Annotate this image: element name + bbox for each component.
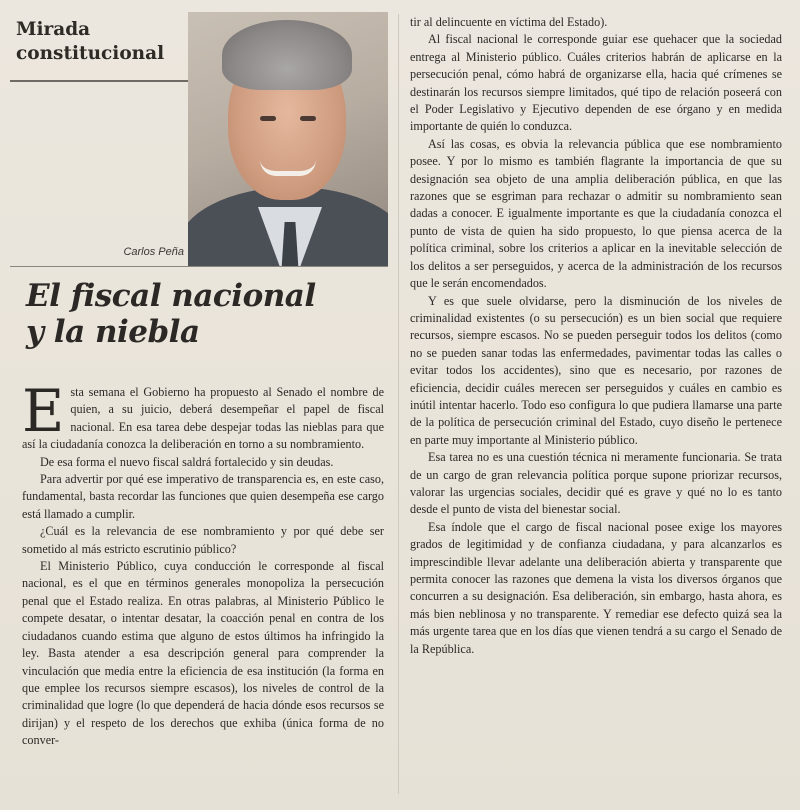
paragraph: Esa índole que el cargo de fiscal nacional posee exige los mayores grados de legitimidad y de confianza ciudadana, y para alcanzarlos es imprescindible llevar adelante una deliberación abierta y transparente que permita conocer las razones que demena la vista los diversos órganos que concurren a su designación. Esa deliberación, sin embargo, hasta ahora, es más bien neblinosa y no transparente. Y remediar ese defecto quizá sea la más urgente tarea que en los días que vienen tendrá a su cargo el Senado de la República. [410,519,782,656]
paragraph: Así las cosas, es obvia la relevancia pública que ese nombramiento posee. Y por lo mismo es también flagrante la importancia de que su designación sea objeto de una amplia deliberación pública, en que las razones que se esgriman para rechazar o admitir su nombramiento sean dadas a conocer. E igualmente importante es que la ciudadanía conozca el punto de vista de quien ha sido propuesto, lo que piensa acerca de la política criminal, sobre los criterios a aplicar en la inevitable selección de los delitos a ser perseguidos, y acerca de la administración de los recursos que le serán encomendados. [410,136,782,291]
paragraph-text: sta semana el Gobierno ha propuesto al Senado el nombre de quien, a su juicio, deberá desempeñar el papel de fiscal nacional. En esa tarea debe despejar todas las nieblas para que así la ciudadanía conozca la deliberación en torno a su nombramiento. [22,385,384,452]
author-photo [188,12,388,267]
paragraph: tir al delincuente en víctima del Estado). [410,15,608,29]
article-column-right [410,14,782,658]
column-divider [398,14,399,794]
headline-line2: y la niebla [26,314,200,350]
paragraph: El Ministerio Público, cuya conducción le corresponde al fiscal nacional, es el que en términos generales monopoliza la persecución penal que el Estado realiza. En otras palabras, al Ministerio Público le compete desatar, o intentar desatar, la coacción penal en contra de los ciudadanos cuando estima que alguno de estos últimos ha infringido la ley. Basta atender a esa descripción general para comprender la vinculación que media entre la eficiencia de esa institución (la forma en que emplee los recursos siempre escasos), los niveles de control de la criminalidad que logre (lo que dependerá de hacia dónde esos recursos se dirijan) y el respeto de los derechos que exhiba (única forma de no conver- [22,559,384,748]
paragraph: De esa forma el nuevo fiscal saldrá fortalecido y sin deudas. [40,454,334,469]
column-title-line1: Mirada [16,19,91,40]
paragraph: Para advertir por qué ese imperativo de transparencia es, en este caso, fundamental, basta recordar las funciones que quien desempeña ese cargo está llamado a cumplir. [22,472,384,521]
paragraph: ¿Cuál es la relevancia de ese nombramiento y por qué debe ser sometido al más estricto escrutinio público? [22,524,384,556]
paragraph: Esa tarea no es una cuestión técnica ni meramente funcionaria. Se trata de un cargo de gran relevancia política porque supone priorizar recursos, valorar las urgencias sociales, decidir qué es grave y qué no lo es tanto desde el punto de vista del bienestar social. [410,450,782,517]
headline-line1: El fiscal nacional [26,278,316,314]
headline [26,278,386,350]
paragraph: Al fiscal nacional le corresponde guiar ese quehacer que la sociedad entrega al Ministerio público. Cuáles criterios habrán de aplicarse en la persecución penal, cómo habrá de organizarse ella, hacia qué crímenes se destinarán los recursos siempre limitados, qué tipo de relación poseerá con el Poder Legislativo y Ejecutivo dependen de ese órgano y en medida importante de quién lo conduzca. [410,32,782,134]
column-header [10,12,188,82]
column-title [10,12,188,66]
paragraph: Y es que suele olvidarse, pero la disminución de los niveles de criminalidad existentes (o su persecución) es un bien social que requiere recursos, siempre escasos. No se pueden perseguir todos los delitos (como no se pueden sanar todas las enfermedades, pavimentar todas las calles o evitar todos los accidentes), sino que es necesario, por razones de eficiencia, decidir cuáles merecen ser perseguidos y cuáles en cambio es inútil intentar hacerlo. Todo eso configura lo que pudiera llamarse una parte de la política de persecución criminal del Estado, cuyo diseño le pertenece en parte muy importante al Ministerio público. [410,293,782,447]
column-title-line2: constitucional [16,43,165,64]
paragraph [22,377,384,454]
photo-caption: Carlos Peña [123,246,184,258]
divider [10,266,388,267]
dropcap: E [22,377,65,445]
article-column-left [22,377,384,750]
